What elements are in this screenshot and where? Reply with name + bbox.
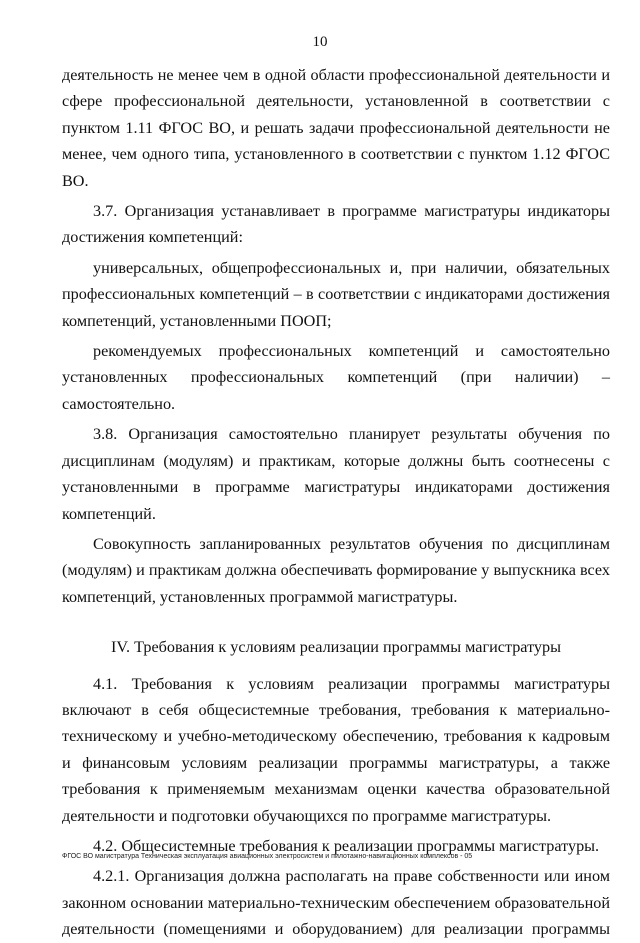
paragraph-universal-competencies: универсальных, общепрофессиональных и, при наличии, обязательных профессиональных компетенций – в соответствии с индикаторами достижения компетенций, установленными ПООП; [62, 258, 610, 330]
paragraph-3-7: 3.7. Организация устанавливает в программе магистратуры индикаторы достижения компетенций: [62, 202, 610, 247]
section-title: IV. Требования к условиям реализации программы магистратуры [111, 638, 561, 657]
paragraph-4-2-1: 4.2.1. Организация должна располагать на праве собственности или ином законном основании материально-техническим обеспечением образовательной деятельности (помещениями и оборудованием) для реализации программы [62, 867, 610, 939]
paragraph-3-8: 3.8. Организация самостоятельно планирует результаты обучения по дисциплинам (модулям) и практикам, которые должны быть соотнесены с установленными в программе магистратуры индикаторами достижения компетенций. [62, 425, 610, 523]
paragraph-4-2: 4.2. Общесистемные требования к реализации программы магистратуры. [93, 836, 600, 855]
paragraph-recommended-competencies: рекомендуемых профессиональных компетенций и самостоятельно установленных профессиональных компетенций (при наличии) – самостоятельно. [62, 342, 610, 413]
paragraph-4-1: 4.1. Требования к условиям реализации программы магистратуры включают в себя общесистемные требования, требования к материально-техническому и учебно-методическому обеспечению, требования к кадровым и финансовым условиям реализации программы магистратуры, а также требования к применяемым механизмам оценки качества образовательной деятельности и подготовки обучающихся по программе магистратуры. [62, 674, 610, 825]
page-footer: ФГОС ВО магистратура Техническая эксплуатация авиационных электросистем и пилотажно-навигационных комплексов - 05 [62, 853, 473, 860]
paragraph-learning-outcomes: Совокупность запланированных результатов обучения по дисциплинам (модулям) и практикам должна обеспечивать формирование у выпускника всех компетенций, установленных программой магистратуры. [62, 534, 610, 606]
body-text [62, 62, 610, 943]
page-number: 10 [312, 34, 328, 50]
paragraph-continuation: деятельность не менее чем в одной области профессиональной деятельности и сфере профессиональной деятельности, установленной в соответствии с пунктом 1.11 ФГОС ВО, и решать задачи профессиональной деятельности не менее, чем одного типа, установленного в соответствии с пунктом 1.12 ФГОС ВО. [62, 66, 610, 190]
